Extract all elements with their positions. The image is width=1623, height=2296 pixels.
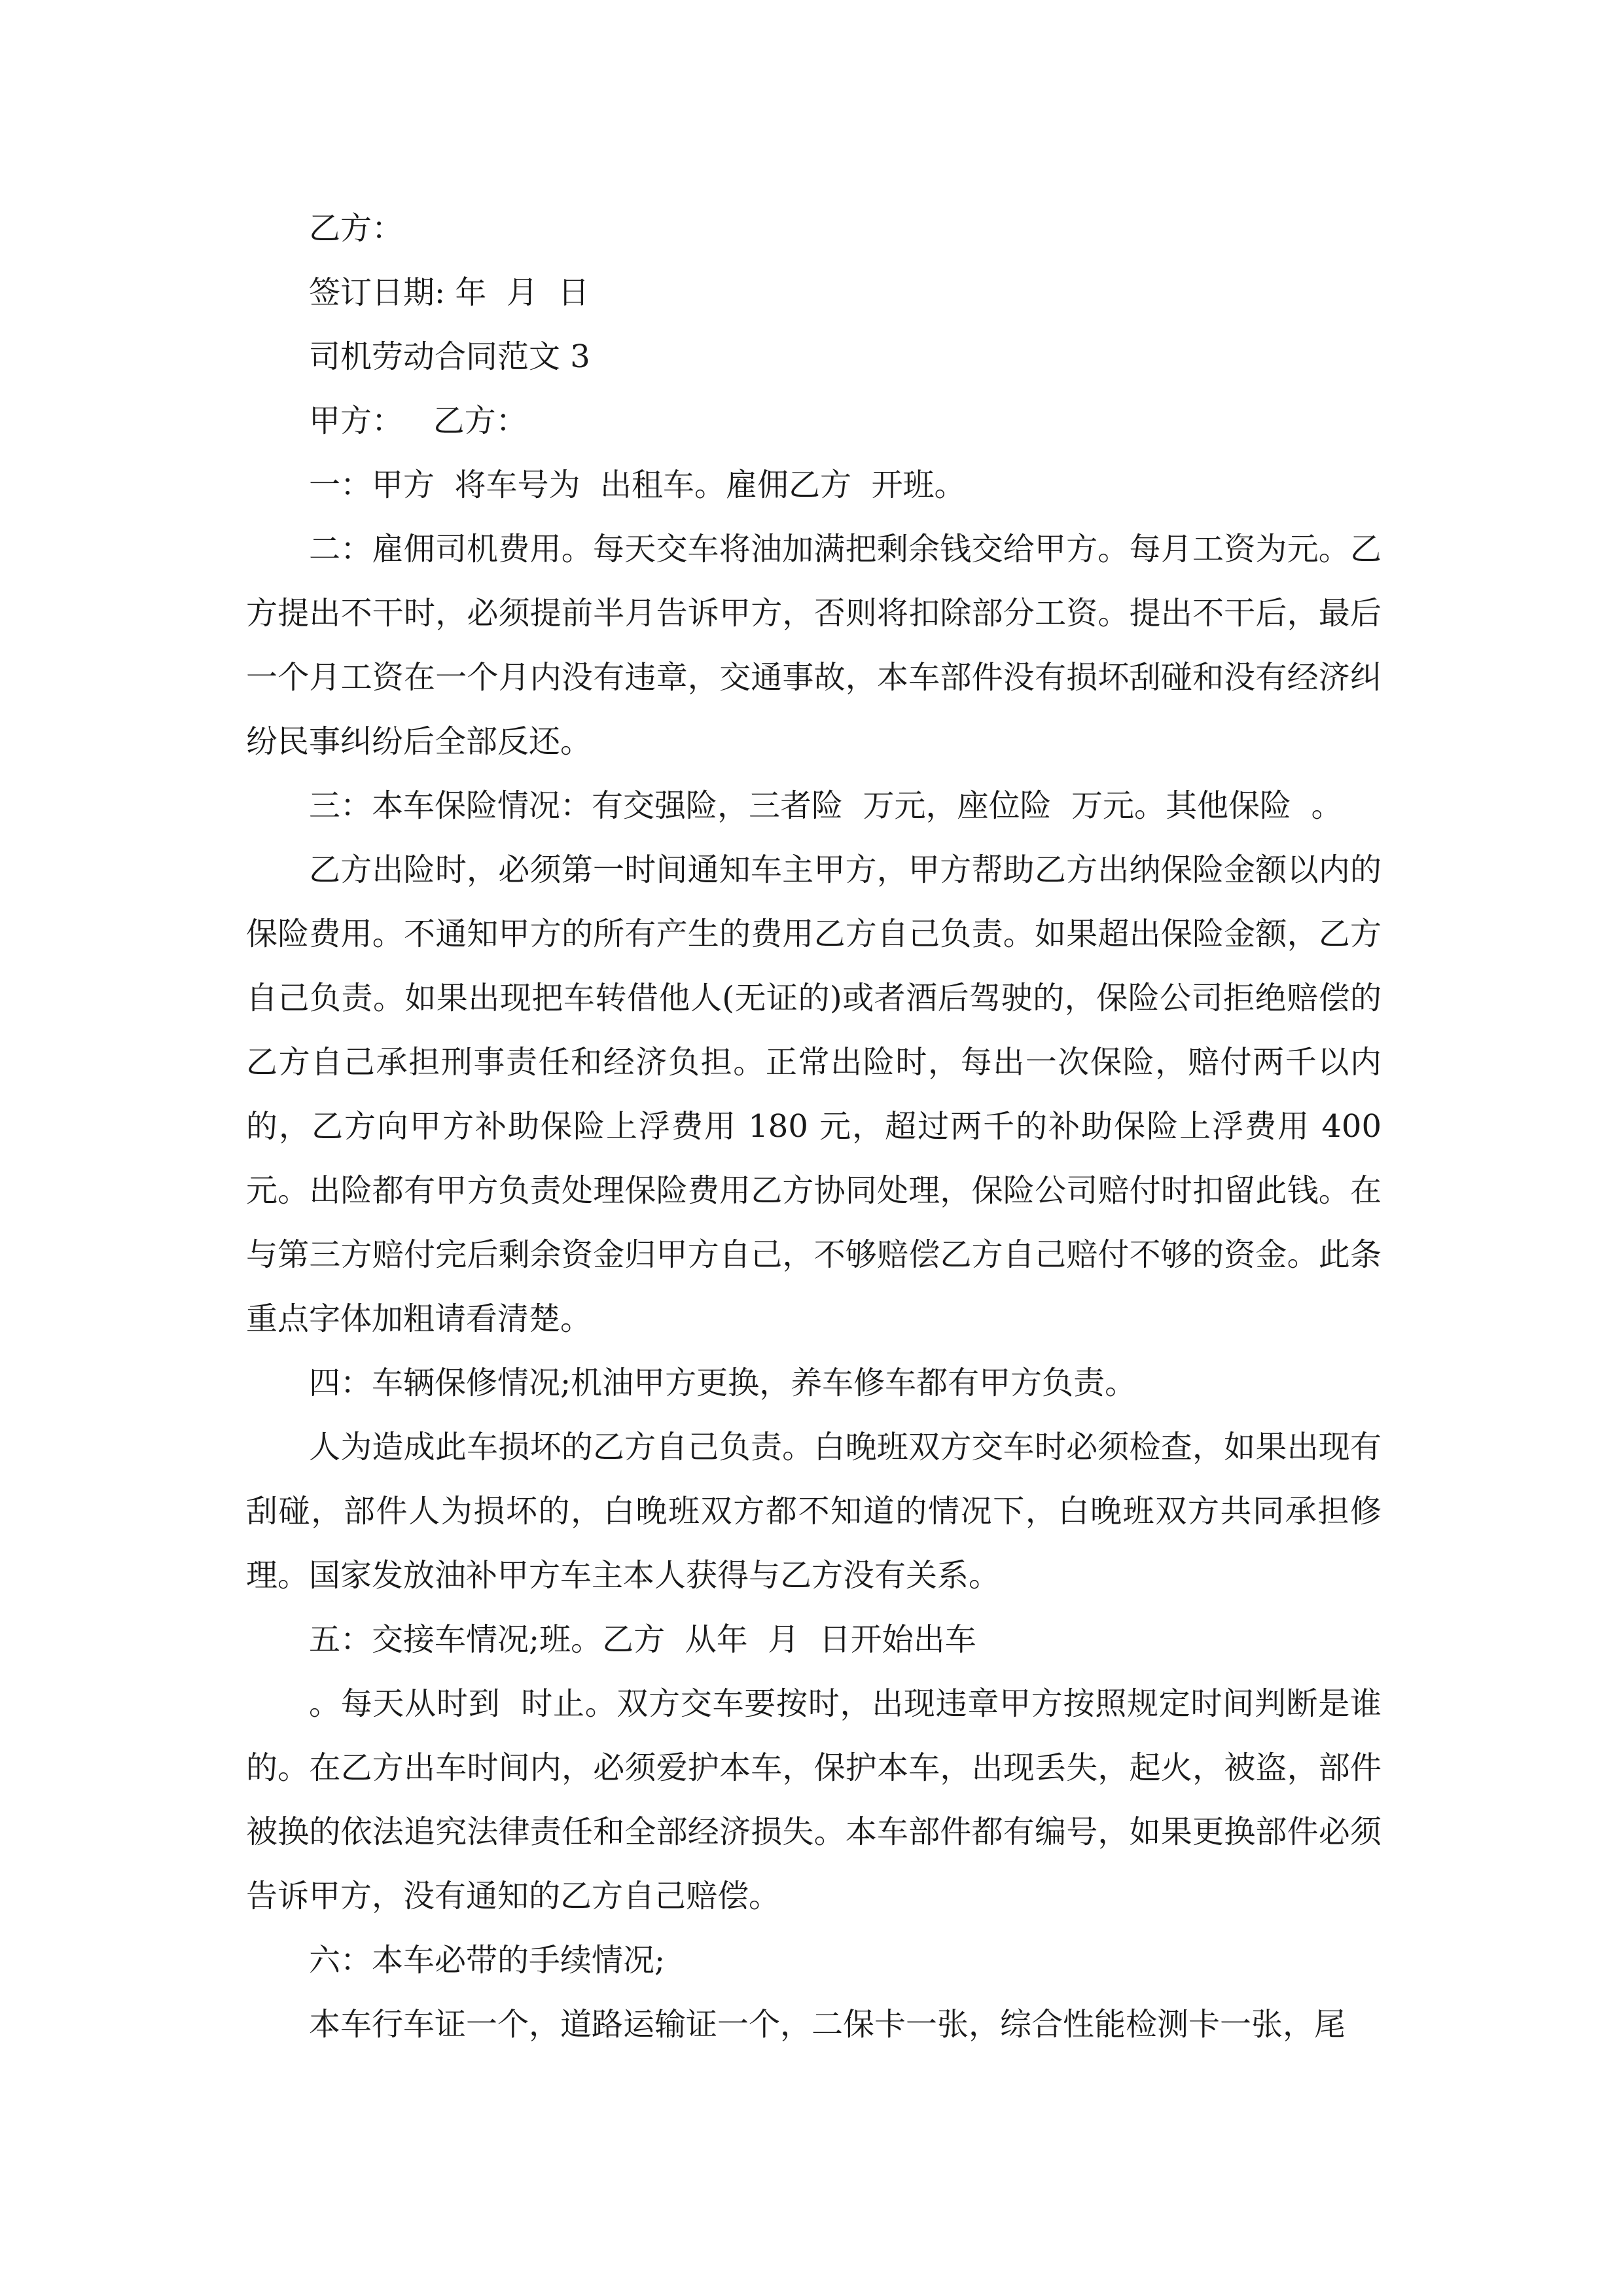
paragraph-section-title: 司机劳动合同范文 3	[309, 338, 590, 375]
paragraph-clause-2: 二：雇佣司机费用。每天交车将油加满把剩余钱交给甲方。每月工资为元。乙方提出不干时，必须提前半月告诉甲方，否则将扣除部分工资。提出不干后，最后一个月工资在一个月内没有违章，交通事故，本车部件没有损坏刮碰和没有经济纠纷民事纠纷后全部反还。	[246, 531, 1382, 760]
paragraph-clause-3: 三：本车保险情况：有交强险，三者险 万元，座位险 万元。其他保险 。	[309, 787, 1343, 824]
paragraph-party-b: 乙方：	[309, 210, 404, 247]
paragraph-clause-6: 六：本车必带的手续情况;	[309, 1942, 666, 1979]
paragraph-damage-responsibility: 人为造成此车损坏的乙方自己负责。白晚班双方交车时必须检查，如果出现有刮碰，部件人为损坏的，白晚班双方都不知道的情况下，白晚班双方共同承担修理。国家发放油补甲方车主本人获得与乙方没有关系。	[246, 1429, 1382, 1594]
paragraph-parties: 甲方： 乙方：	[309, 403, 527, 439]
paragraph-sign-date: 签订日期: 年 月 日	[309, 274, 590, 311]
paragraph-clause-4: 四：车辆保修情况;机油甲方更换，养车修车都有甲方负责。	[309, 1365, 1137, 1401]
paragraph-clause-5: 五：交接车情况;班。乙方 从年 月 日开始出车	[309, 1621, 976, 1658]
paragraph-clause-1: 一：甲方 将车号为 出租车。雇佣乙方 开班。	[309, 467, 966, 503]
document-body	[246, 196, 1392, 2056]
paragraph-required-documents: 本车行车证一个，道路运输证一个，二保卡一张，综合性能检测卡一张，尾	[309, 2006, 1346, 2043]
paragraph-insurance-details: 乙方出险时，必须第一时间通知车主甲方，甲方帮助乙方出纳保险金额以内的保险费用。不通知甲方的所有产生的费用乙方自己负责。如果超出保险金额，乙方自己负责。如果出现把车转借他人(无证的)或者酒后驾驶的，保险公司拒绝赔偿的乙方自己承担刑事责任和经济负担。正常出险时，每出一次保险，赔付两千以内的，乙方向甲方补助保险上浮费用 180 元，超过两千的补助保险上浮费用 400 元。出险都有甲方负责处理保险费用乙方协同处理，保险公司赔付时扣留此钱。在与第三方赔付完后剩余资金归甲方自己，不够赔偿乙方自己赔付不够的资金。此条重点字体加粗请看清楚。	[246, 852, 1392, 1337]
paragraph-shift-details: 。每天从时到 时止。双方交车要按时，出现违章甲方按照规定时间判断是谁的。在乙方出车时间内，必须爱护本车，保护本车，出现丢失，起火，被盗，部件被换的依法追究法律责任和全部经济损失。本车部件都有编号，如果更换部件必须告诉甲方，没有通知的乙方自己赔偿。	[246, 1685, 1382, 1914]
